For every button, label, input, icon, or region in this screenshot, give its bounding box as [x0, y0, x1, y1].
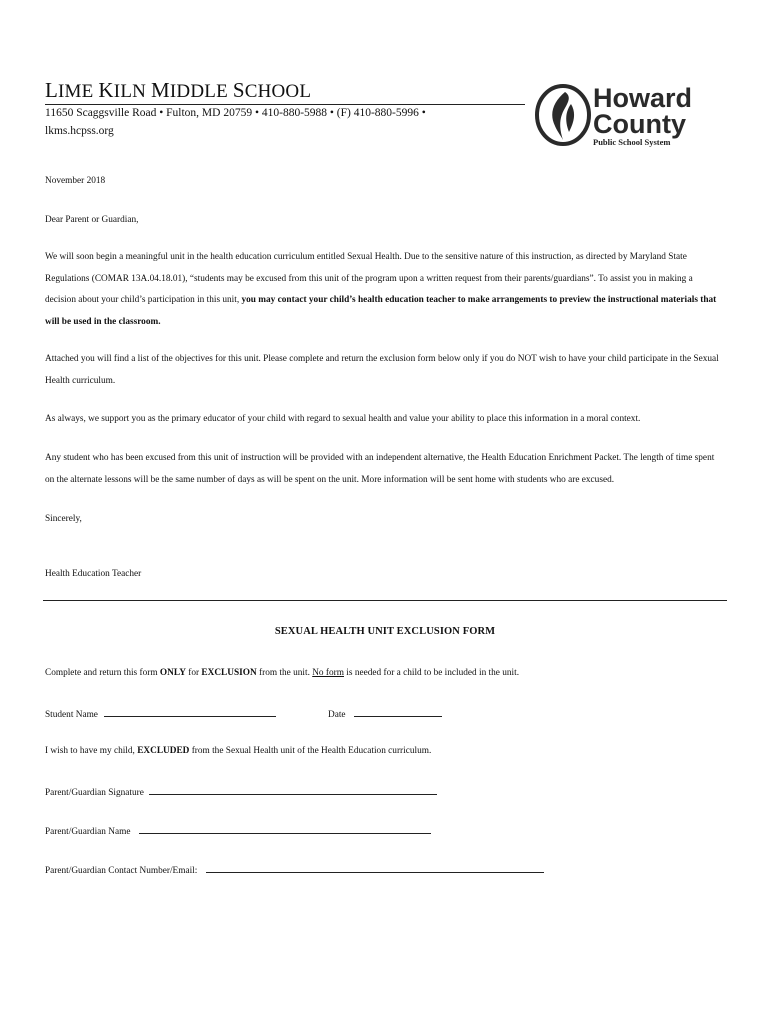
school-name: LIME KILN MIDDLE SCHOOL [45, 78, 525, 105]
paragraph-support: As always, we support you as the primary educator of your child with regard to sexual health and value your ability to place this information in a moral context. [45, 414, 641, 424]
student-name-field [45, 707, 276, 720]
paragraph-alternative: Any student who has been excused from this unit of instruction will be provided with an independent alternative, the Health Education Enrichment Packet. The length of time spent on the alternate lessons will be the same number of days as will be spent on the unit. More information will be sent home with students who are excused. [45, 453, 715, 485]
address-line: 11650 Scaggsville Road • Fulton, MD 20759 • 410-880-5988 • (F) 410-880-5996 • [45, 107, 426, 119]
letter-signature: Health Education Teacher [45, 569, 142, 579]
student-name-label: Student Name [45, 710, 98, 720]
guardian-signature-line[interactable] [149, 785, 437, 795]
letter-date: November 2018 [45, 176, 106, 186]
guardian-signature-label: Parent/Guardian Signature [45, 788, 144, 798]
date-field [328, 707, 442, 720]
guardian-contact-label: Parent/Guardian Contact Number/Email: [45, 866, 198, 876]
guardian-contact-field [45, 863, 544, 876]
website-line: lkms.hcpss.org [45, 125, 114, 137]
logo-subtitle: Public School System [593, 137, 671, 147]
paragraph-intro: We will soon begin a meaningful unit in the health education curriculum entitled Sexual Health. Due to the sensitive nature of this instruction, as directed by Maryland State Regulations (COMAR 13A.04.18.01), “students may be excused from this unit of the program upon a written request from their parents/guardians”. To assist you in making a decision about your child’s participation in this unit, you may contact your child’s health education teacher to make arrangements to preview the instructional materials that will be used in the classroom. [45, 252, 717, 327]
guardian-contact-line[interactable] [206, 863, 544, 873]
guardian-name-field [45, 824, 431, 837]
paragraph-attachment: Attached you will find a list of the objectives for this unit. Please complete and return the exclusion form below only if you do NOT wish to have your child participate in the Sexual Health curriculum. [45, 354, 719, 386]
student-name-line[interactable] [104, 707, 276, 717]
flame-logo-icon [535, 84, 591, 146]
form-title: SEXUAL HEALTH UNIT EXCLUSION FORM [274, 626, 496, 637]
letter-closing: Sincerely, [45, 514, 82, 524]
guardian-signature-field [45, 785, 437, 798]
logo-word-howard: Howard [593, 83, 693, 113]
guardian-name-label: Parent/Guardian Name [45, 827, 131, 837]
form-instructions: Complete and return this form ONLY for EXCLUSION from the unit. No form is needed for a child to be included in the unit. [45, 668, 520, 678]
section-divider [43, 600, 727, 601]
school-address [45, 104, 515, 140]
date-label: Date [328, 710, 346, 720]
logo-word-county: County [593, 109, 686, 139]
letter-greeting: Dear Parent or Guardian, [45, 215, 139, 225]
date-line[interactable] [354, 707, 442, 717]
guardian-name-line[interactable] [139, 824, 431, 834]
district-logo [535, 80, 725, 152]
exclusion-statement: I wish to have my child, EXCLUDED from the Sexual Health unit of the Health Education curriculum. [45, 746, 432, 756]
